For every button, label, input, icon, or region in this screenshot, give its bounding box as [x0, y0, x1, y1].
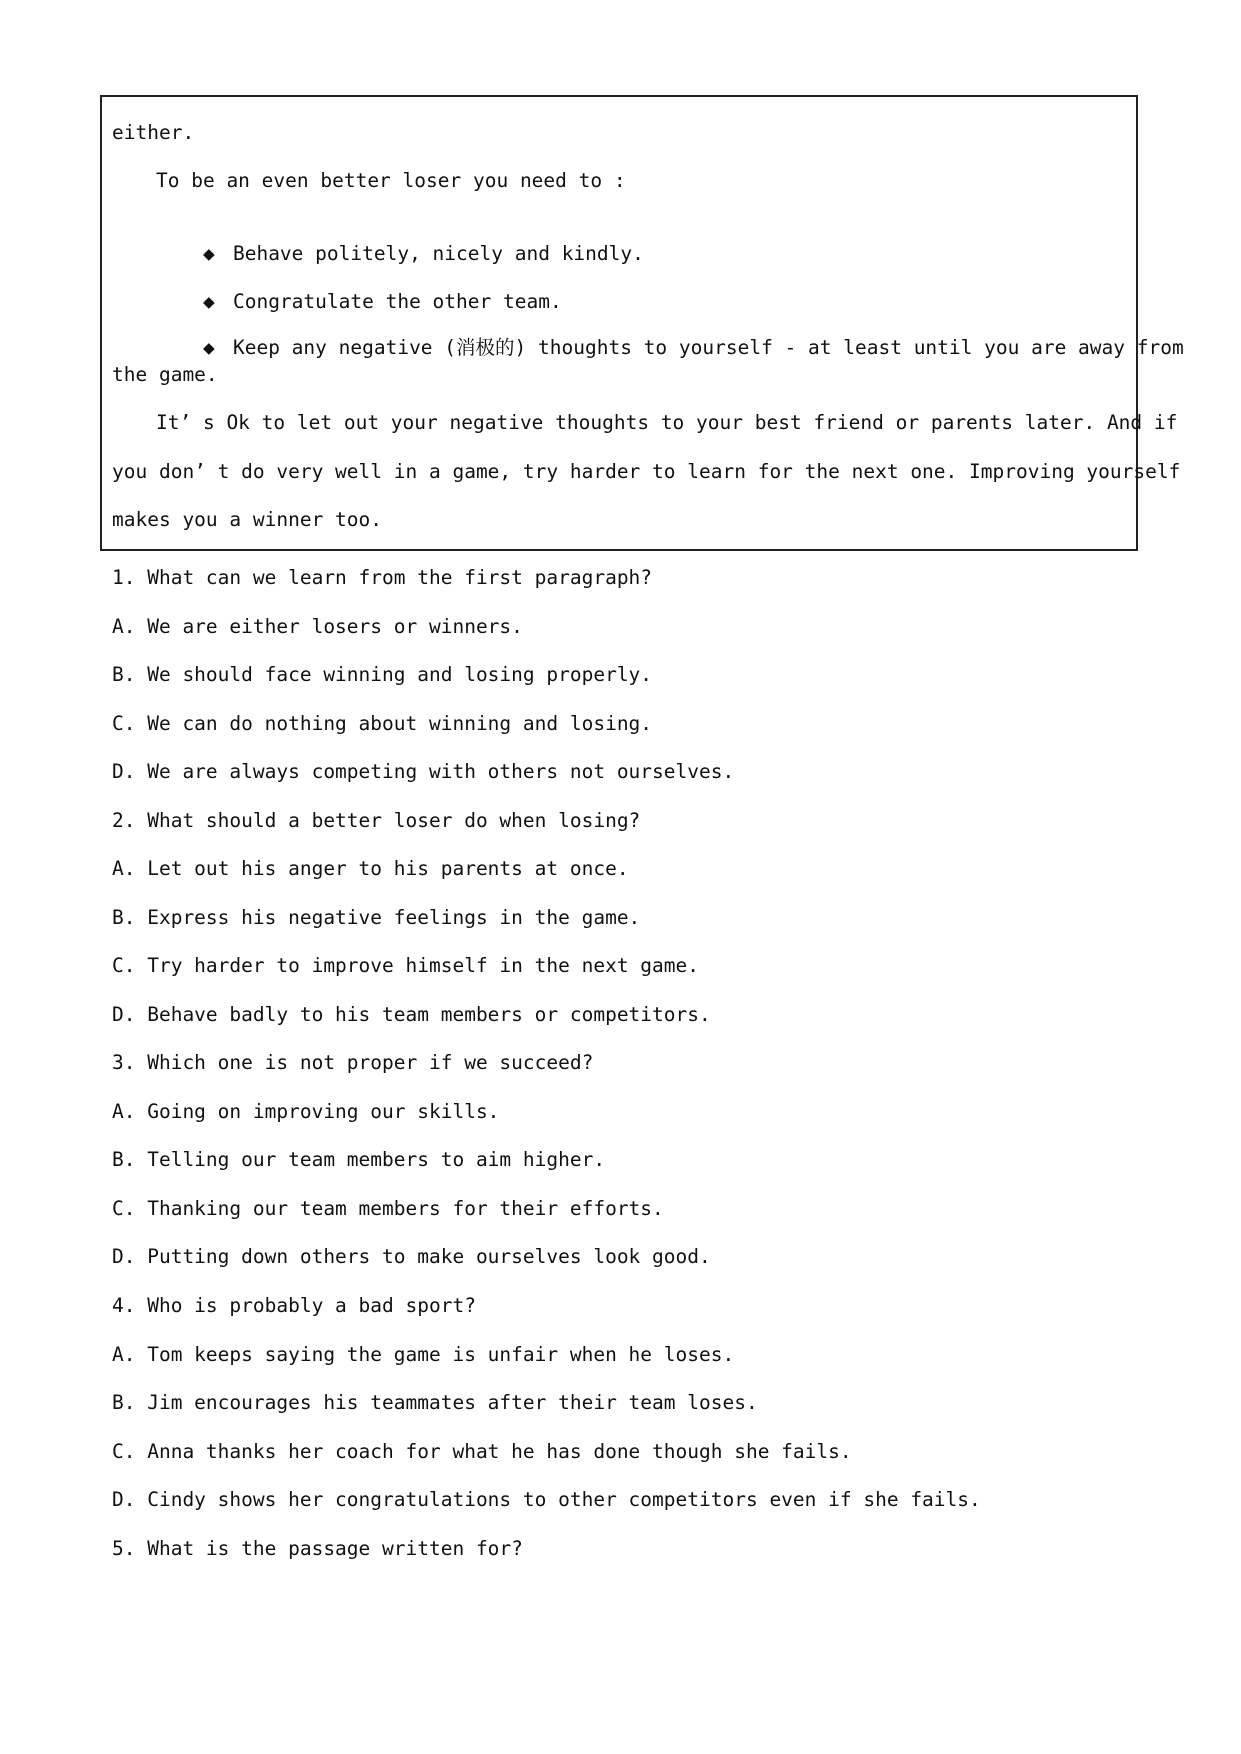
answer-option: B. Telling our team members to aim higher.	[112, 1148, 606, 1171]
passage-line: makes you a winner too.	[112, 508, 383, 531]
question-stem: 5. What is the passage written for?	[112, 1537, 523, 1560]
bullet-item	[156, 266, 562, 313]
question-stem: 2. What should a better loser do when losing?	[112, 809, 641, 832]
answer-option: C. Anna thanks her coach for what he has done though she fails.	[112, 1440, 852, 1463]
passage-box	[100, 95, 1184, 551]
answer-option: D. Putting down others to make ourselves look good.	[112, 1245, 711, 1268]
answer-option: A. Tom keeps saying the game is unfair when he loses.	[112, 1343, 735, 1366]
passage-line: either.	[112, 121, 195, 144]
answer-option: A. Let out his anger to his parents at once.	[112, 857, 629, 880]
answer-option: B. Express his negative feelings in the game.	[112, 906, 641, 929]
passage-line: To be an even better loser you need to :	[156, 169, 626, 192]
diamond-bullet-icon: ◆	[202, 242, 215, 265]
answer-option: A. We are either losers or winners.	[112, 615, 523, 638]
answer-option: B. Jim encourages his teammates after their team loses.	[112, 1391, 758, 1414]
diamond-bullet-icon: ◆	[202, 336, 215, 359]
bullet-item	[156, 312, 1184, 359]
question-stem: 3. Which one is not proper if we succeed?	[112, 1051, 594, 1074]
answer-option: A. Going on improving our skills.	[112, 1100, 500, 1123]
answer-option: D. We are always competing with others not ourselves.	[112, 760, 735, 783]
answer-option: D. Cindy shows her congratulations to other competitors even if she fails.	[112, 1488, 981, 1511]
answer-option: D. Behave badly to his team members or competitors.	[112, 1003, 711, 1026]
diamond-bullet-icon: ◆	[202, 290, 215, 313]
bullet-text: Keep any negative (消极的) thoughts to yourself - at least until you are away from	[232, 336, 1184, 359]
question-stem: 1. What can we learn from the first paragraph?	[112, 566, 653, 589]
bullet-text: Behave politely, nicely and kindly.	[232, 242, 644, 265]
bullet-item	[156, 218, 644, 265]
passage-line: you don’ t do very well in a game, try harder to learn for the next one. Improving yourself	[112, 460, 1181, 483]
question-stem: 4. Who is probably a bad sport?	[112, 1294, 476, 1317]
answer-option: C. Thanking our team members for their efforts.	[112, 1197, 664, 1220]
answer-option: B. We should face winning and losing properly.	[112, 663, 653, 686]
passage-line: It’ s Ok to let out your negative thoughts to your best friend or parents later. And if	[156, 411, 1178, 434]
bullet-text: Congratulate the other team.	[232, 290, 562, 313]
answer-option: C. Try harder to improve himself in the next game.	[112, 954, 699, 977]
answer-option: C. We can do nothing about winning and losing.	[112, 712, 653, 735]
passage-line: the game.	[112, 363, 218, 386]
